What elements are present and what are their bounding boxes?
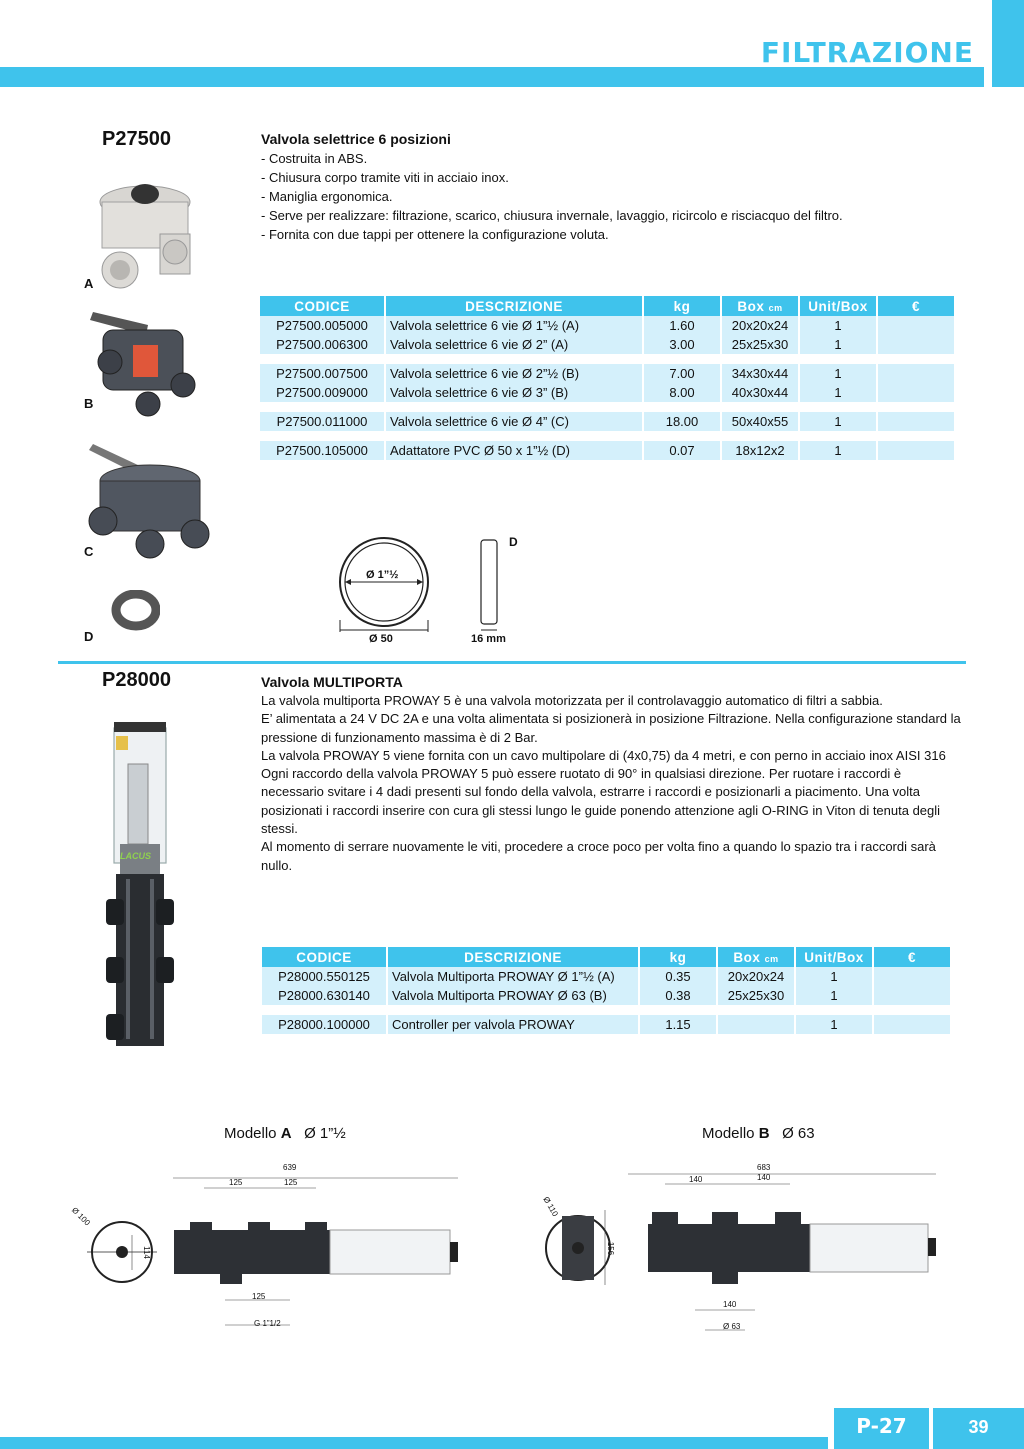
table-row bbox=[260, 364, 954, 383]
cell-box: 18x12x2 bbox=[722, 441, 798, 460]
valve-a-image bbox=[90, 172, 200, 292]
page-code: P-27 bbox=[834, 1408, 929, 1449]
feature-list bbox=[261, 149, 843, 244]
page-number: 39 bbox=[933, 1408, 1024, 1449]
model-b-label: Modello B Ø 63 bbox=[702, 1125, 815, 1142]
cell-price bbox=[878, 441, 954, 460]
product-title: Valvola selettrice 6 posizioni bbox=[261, 131, 451, 147]
model-a-drawing bbox=[60, 1160, 480, 1340]
col-header-kg: kg bbox=[640, 947, 716, 967]
cell-code: P28000.100000 bbox=[262, 1015, 386, 1034]
col-header-unit: Unit/Box bbox=[796, 947, 872, 967]
header-side-bar bbox=[992, 0, 1024, 87]
footer-bar bbox=[0, 1437, 828, 1449]
cell-box: 34x30x44 bbox=[722, 364, 798, 383]
cell-kg: 7.00 bbox=[644, 364, 720, 383]
cell-desc: Controller per valvola PROWAY bbox=[388, 1015, 638, 1034]
ring-label: D bbox=[509, 535, 518, 549]
cell-box: 25x25x30 bbox=[718, 986, 794, 1005]
model-b-dim-height: 156 bbox=[606, 1241, 616, 1256]
cell-desc: Valvola Multiporta PROWAY Ø 63 (B) bbox=[388, 986, 638, 1005]
model-a-dim-total: 639 bbox=[283, 1163, 297, 1172]
cell-desc: Valvola selettrice 6 vie Ø 2”½ (B) bbox=[386, 364, 642, 383]
cell-price bbox=[878, 412, 954, 431]
cell-unit: 1 bbox=[796, 967, 872, 986]
cell-code: P28000.550125 bbox=[262, 967, 386, 986]
product-description bbox=[261, 692, 961, 875]
cell-code: P27500.105000 bbox=[260, 441, 384, 460]
model-a-dim-bottom: 125 bbox=[252, 1292, 266, 1301]
cell-desc: Valvola selettrice 6 vie Ø 1”½ (A) bbox=[386, 316, 642, 335]
image-label-a: A bbox=[84, 276, 94, 291]
row-spacer bbox=[260, 431, 954, 441]
cell-price bbox=[874, 967, 950, 986]
col-header-box: Box cm bbox=[718, 947, 794, 967]
multiport-valve-image bbox=[100, 714, 180, 1049]
cell-box: 20x20x24 bbox=[722, 316, 798, 335]
cell-code: P27500.007500 bbox=[260, 364, 384, 383]
cell-price bbox=[878, 335, 954, 354]
cell-code: P27500.011000 bbox=[260, 412, 384, 431]
cell-unit: 1 bbox=[800, 441, 876, 460]
product-table-p27500 bbox=[258, 296, 956, 460]
table-row bbox=[260, 412, 954, 431]
feature-item: - Fornita con due tappi per ottenere la configurazione voluta. bbox=[261, 227, 609, 242]
table-row bbox=[260, 335, 954, 354]
cell-desc: Valvola selettrice 6 vie Ø 2” (A) bbox=[386, 335, 642, 354]
cell-unit: 1 bbox=[800, 316, 876, 335]
model-a-dim-pitch2: 125 bbox=[284, 1178, 298, 1187]
product-code: P27500 bbox=[102, 128, 171, 150]
description-paragraph: Ogni raccordo della valvola PROWAY 5 può essere ruotato di 90° in qualsiasi direzione. Per ruotare i raccordi è necessario svitare i 4 dadi presenti sul fondo della valvola, estrarre i raccordi e posizionarli a piacimento. Una volta posizionati i raccordi inserire con cura gli stessi lungo le guide ponendo attenzione agli O-RING in Viton di tenuta degli stessi. bbox=[261, 766, 941, 837]
brand-logo: LACUS bbox=[120, 851, 151, 861]
model-b-dim-dia: Ø 110 bbox=[541, 1195, 560, 1218]
table-row bbox=[262, 967, 950, 986]
cell-box: 40x30x44 bbox=[722, 383, 798, 402]
image-label-b: B bbox=[84, 396, 94, 411]
valve-c-image bbox=[85, 436, 215, 561]
col-header-unit: Unit/Box bbox=[800, 296, 876, 316]
cell-code: P27500.006300 bbox=[260, 335, 384, 354]
cell-box bbox=[718, 1015, 794, 1034]
col-header-code: CODICE bbox=[262, 947, 386, 967]
header-bar bbox=[0, 67, 984, 87]
model-b-dim-total: 683 bbox=[757, 1163, 771, 1172]
table-row bbox=[260, 316, 954, 335]
ring-outer-diameter: Ø 50 bbox=[369, 633, 393, 645]
cell-kg: 0.07 bbox=[644, 441, 720, 460]
model-b-dim-thread: Ø 63 bbox=[723, 1322, 741, 1331]
model-a-dim-dia: Ø 100 bbox=[70, 1205, 92, 1228]
feature-item: - Costruita in ABS. bbox=[261, 151, 368, 166]
model-a-dim-thread: G 1”1/2 bbox=[254, 1319, 281, 1328]
model-b-dim-pitch2: 140 bbox=[757, 1173, 771, 1182]
col-header-code: CODICE bbox=[260, 296, 384, 316]
section-title: FILTRAZIONE bbox=[760, 36, 974, 69]
cell-kg: 0.35 bbox=[640, 967, 716, 986]
row-spacer bbox=[260, 402, 954, 412]
col-header-eur: € bbox=[874, 947, 950, 967]
cell-code: P28000.630140 bbox=[262, 986, 386, 1005]
section-separator bbox=[58, 661, 966, 664]
feature-item: - Maniglia ergonomica. bbox=[261, 189, 393, 204]
ring-width: 16 mm bbox=[471, 633, 506, 645]
col-header-desc: DESCRIZIONE bbox=[386, 296, 642, 316]
cell-unit: 1 bbox=[800, 335, 876, 354]
cell-code: P27500.005000 bbox=[260, 316, 384, 335]
model-b-dim-pitch1: 140 bbox=[689, 1175, 703, 1184]
cell-price bbox=[874, 1015, 950, 1034]
table-row bbox=[260, 441, 954, 460]
cell-desc: Valvola Multiporta PROWAY Ø 1”½ (A) bbox=[388, 967, 638, 986]
cell-box: 50x40x55 bbox=[722, 412, 798, 431]
model-b-drawing bbox=[540, 1160, 950, 1340]
cell-kg: 0.38 bbox=[640, 986, 716, 1005]
cell-unit: 1 bbox=[800, 412, 876, 431]
model-a-label: Modello A Ø 1”½ bbox=[224, 1125, 346, 1142]
cell-code: P27500.009000 bbox=[260, 383, 384, 402]
cell-box: 25x25x30 bbox=[722, 335, 798, 354]
cell-kg: 1.15 bbox=[640, 1015, 716, 1034]
col-header-kg: kg bbox=[644, 296, 720, 316]
cell-unit: 1 bbox=[800, 383, 876, 402]
description-paragraph: Al momento di serrare nuovamente le viti, procedere a croce poco per volta fino a quando lo spazio tra i raccordi sarà nullo. bbox=[261, 839, 936, 873]
model-a-dim-pitch1: 125 bbox=[229, 1178, 243, 1187]
cell-price bbox=[878, 383, 954, 402]
cell-desc: Valvola selettrice 6 vie Ø 4” (C) bbox=[386, 412, 642, 431]
image-label-c: C bbox=[84, 544, 94, 559]
cell-price bbox=[878, 364, 954, 383]
col-header-box: Box cm bbox=[722, 296, 798, 316]
valve-b-image bbox=[88, 300, 198, 420]
cell-kg: 3.00 bbox=[644, 335, 720, 354]
cell-unit: 1 bbox=[796, 986, 872, 1005]
cell-price bbox=[878, 316, 954, 335]
table-row bbox=[260, 383, 954, 402]
cell-unit: 1 bbox=[796, 1015, 872, 1034]
description-paragraph: La valvola multiporta PROWAY 5 è una valvola motorizzata per il controlavaggio automatico di filtri a sabbia. bbox=[261, 693, 883, 708]
ring-inner-diameter: Ø 1”½ bbox=[366, 569, 399, 581]
product-code: P28000 bbox=[102, 669, 171, 691]
description-paragraph: E’ alimentata a 24 V DC 2A e una volta alimentata si posizionerà in posizione Filtrazione. Nella configurazione standard la pressione di funzionamento massima è di 2 Bar. bbox=[261, 711, 961, 745]
col-header-eur: € bbox=[878, 296, 954, 316]
cell-kg: 1.60 bbox=[644, 316, 720, 335]
feature-item: - Chiusura corpo tramite viti in acciaio inox. bbox=[261, 170, 509, 185]
row-spacer bbox=[262, 1005, 950, 1015]
description-paragraph: La valvola PROWAY 5 viene fornita con un cavo multipolare di (4x0,75) da 4 metri, e con perno in acciaio inox AISI 316 bbox=[261, 747, 946, 763]
cell-kg: 8.00 bbox=[644, 383, 720, 402]
product-table-p28000 bbox=[260, 947, 952, 1034]
cell-kg: 18.00 bbox=[644, 412, 720, 431]
model-a-dim-height: 114 bbox=[141, 1246, 151, 1259]
row-spacer bbox=[260, 354, 954, 364]
cell-desc: Adattatore PVC Ø 50 x 1”½ (D) bbox=[386, 441, 642, 460]
product-title: Valvola MULTIPORTA bbox=[261, 674, 403, 690]
cell-desc: Valvola selettrice 6 vie Ø 3” (B) bbox=[386, 383, 642, 402]
cell-price bbox=[874, 986, 950, 1005]
table-row bbox=[262, 1015, 950, 1034]
feature-item: - Serve per realizzare: filtrazione, scarico, chiusura invernale, lavaggio, ricircolo e risciacquo del filtro. bbox=[261, 208, 843, 223]
adapter-d-image bbox=[108, 590, 160, 635]
model-b-dim-bottom: 140 bbox=[723, 1300, 737, 1309]
table-row bbox=[262, 986, 950, 1005]
col-header-desc: DESCRIZIONE bbox=[388, 947, 638, 967]
cell-unit: 1 bbox=[800, 364, 876, 383]
image-label-d: D bbox=[84, 629, 94, 644]
cell-box: 20x20x24 bbox=[718, 967, 794, 986]
